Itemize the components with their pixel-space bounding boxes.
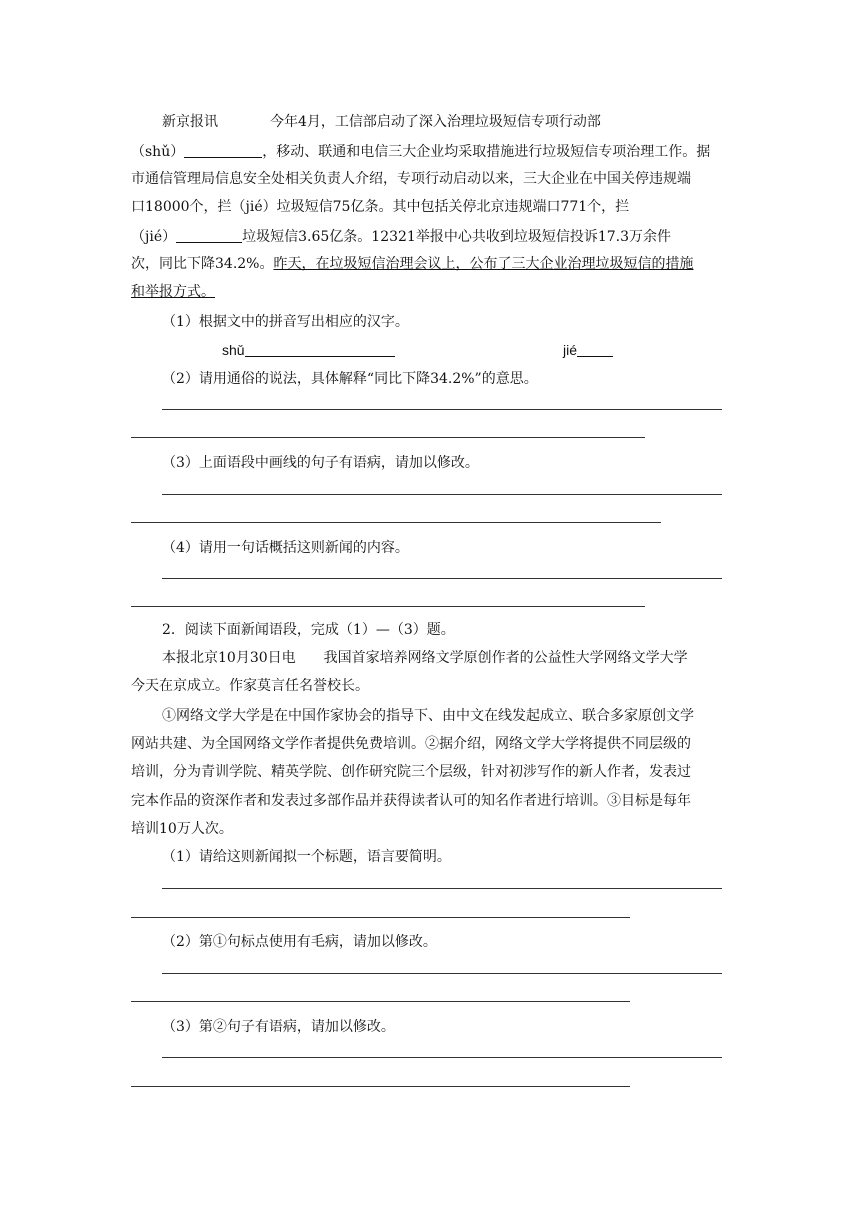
q1-sub1-jie-row <box>563 340 613 360</box>
q1-sub4-prompt: （4）请用一句话概括这则新闻的内容。 <box>162 540 409 556</box>
q2-dateline: 本报北京10月30日电 <box>162 650 296 666</box>
q2-lead-line2: 今天在京成立。作家莫言任名誉校长。 <box>131 678 369 694</box>
q1-line1 <box>162 112 601 132</box>
q1-sub1-prompt: （1）根据文中的拼音写出相应的汉字。 <box>162 314 409 330</box>
answer-blank-shu[interactable] <box>184 141 262 158</box>
answer-line[interactable] <box>131 437 645 438</box>
pinyin-jie: （jié） <box>131 229 177 245</box>
q2-lead-line1 <box>162 648 688 668</box>
q1-line6 <box>131 254 693 274</box>
answer-line[interactable] <box>131 1086 630 1087</box>
q1-line2-text: ，移动、联通和电信三大企业均采取措施进行垃圾短信专项治理工作。据 <box>262 144 711 160</box>
answer-blank-jie[interactable] <box>176 226 242 243</box>
q2-para-line4: 完本作品的资深作者和发表过多部作品并获得读者认可的知名作者进行培训。③目标是每年 <box>131 793 691 809</box>
jie-answer-field[interactable] <box>577 340 613 357</box>
pinyin-shu: （shǔ） <box>131 144 185 160</box>
q2-sub3-prompt: （3）第②句子有语病，请加以修改。 <box>162 1019 395 1035</box>
underlined-sentence-end: 和举报方式。 <box>131 284 215 300</box>
answer-line[interactable] <box>131 917 630 918</box>
answer-line[interactable] <box>162 494 722 495</box>
q1-line4: 口18000个，拦（jié）垃圾短信75亿条。其中包括关停北京违规端口771个，拦 <box>131 199 630 215</box>
shu-label: shǔ <box>222 342 245 358</box>
q1-sub3-prompt: （3）上面语段中画线的句子有语病，请加以修改。 <box>162 455 479 471</box>
answer-line[interactable] <box>162 1057 722 1058</box>
q2-title: 2．阅读下面新闻语段，完成（1）—（3）题。 <box>162 622 455 638</box>
q1-dateline: 新京报讯 <box>162 114 218 130</box>
answer-line[interactable] <box>162 888 722 889</box>
q2-sub2-prompt: （2）第①句标点使用有毛病，请加以修改。 <box>162 934 437 950</box>
answer-line[interactable] <box>162 973 722 974</box>
q2-para-line3: 培训，分为青训学院、精英学院、创作研究院三个层级，针对初涉写作的新人作者，发表过 <box>131 764 691 780</box>
q1-sub2-prompt: （2）请用通俗的说法，具体解释“同比下降34.2%”的意思。 <box>162 371 538 387</box>
q2-lead-text: 我国首家培养网络文学原创作者的公益性大学网络文学大学 <box>323 650 688 666</box>
underlined-sentence: 昨天，在垃圾短信治理会议上，公布了三大企业治理垃圾短信的措施 <box>273 256 694 272</box>
shu-answer-field[interactable] <box>245 340 395 357</box>
answer-line[interactable] <box>131 1001 630 1002</box>
answer-line[interactable] <box>131 606 645 607</box>
answer-line[interactable] <box>162 409 722 410</box>
jie-label: jié <box>563 342 578 358</box>
answer-line[interactable] <box>162 578 722 579</box>
q1-line6-text: 次，同比下降34.2%。 <box>131 256 274 272</box>
q2-para-line1: ①网络文学大学是在中国作家协会的指导下、由中文在线发起成立、联合多家原创文学 <box>162 708 694 724</box>
answer-line[interactable] <box>131 522 661 523</box>
q1-sub1-shu-row <box>222 340 395 360</box>
q2-para-line5: 培训10万人次。 <box>131 821 233 837</box>
q1-line5 <box>131 226 671 247</box>
q1-line3: 市通信管理局信息安全处相关负责人介绍，专项行动启动以来，三大企业在中国关停违规端 <box>131 171 691 187</box>
q1-line2 <box>131 141 710 162</box>
q2-sub1-prompt: （1）请给这则新闻拟一个标题，语言要简明。 <box>162 849 451 865</box>
q1-line5-text: 垃圾短信3.65亿条。12321举报中心共收到垃圾短信投诉17.3万余件 <box>242 229 671 245</box>
q1-line1-text: 今年4月，工信部启动了深入治理垃圾短信专项行动部 <box>270 114 601 130</box>
q1-line7 <box>131 282 215 302</box>
q2-para-line2: 网站共建、为全国网络文学作者提供免费培训。②据介绍，网络文学大学将提供不同层级的 <box>131 736 691 752</box>
